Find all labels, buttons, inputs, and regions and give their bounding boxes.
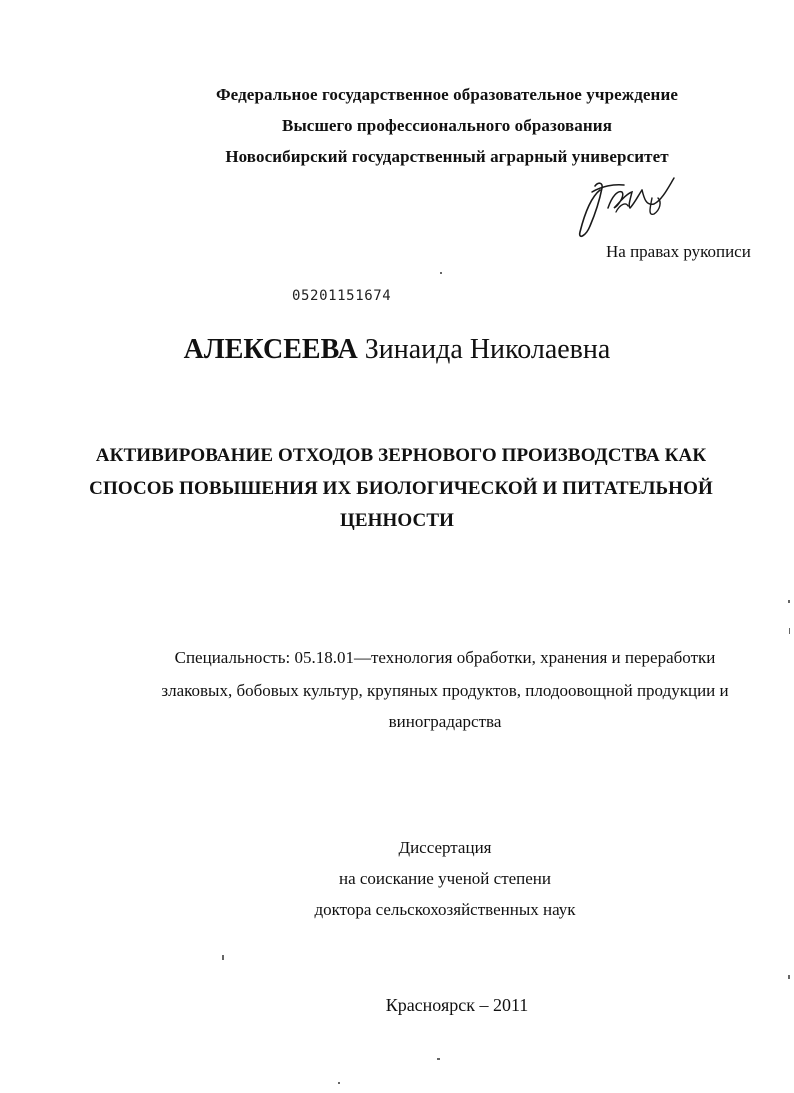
scan-speck — [789, 628, 790, 634]
handwritten-signature — [570, 168, 680, 243]
degree-line-2: на соискание ученой степени — [338, 869, 552, 888]
scan-speck — [437, 1058, 440, 1060]
author-surname: АЛЕКСЕЕВА — [183, 334, 358, 365]
document-id-stamp: 05201151674 — [292, 288, 392, 304]
place-year: Красноярск – 2011 — [385, 995, 529, 1015]
scan-speck — [788, 600, 790, 603]
degree-line-3: доктора сельскохозяйственных наук — [314, 900, 576, 919]
author-name — [0, 334, 794, 366]
institution-line-2: Высшего профессионального образования — [282, 116, 612, 135]
title-line-3: ЦЕННОСТИ — [340, 510, 454, 531]
author-given-names: Зинаида Николаевна — [364, 334, 611, 365]
institution-line-1: Федеральное государственное образовательное учреждение — [215, 85, 678, 104]
scan-speck — [788, 975, 790, 979]
degree-line-1: Диссертация — [398, 838, 492, 857]
specialty-line-2: злаковых, бобовых культур, крупяных продуктов, плодоовощной продукции и — [161, 681, 729, 700]
manuscript-note: На правах рукописи — [606, 242, 751, 261]
institution-line-3: Новосибирский государственный аграрный университет — [225, 147, 669, 166]
specialty-line-1: Специальность: 05.18.01—технология обработки, хранения и переработки — [174, 648, 716, 667]
scan-speck — [222, 955, 224, 960]
scan-speck — [440, 272, 442, 274]
scan-speck — [338, 1082, 340, 1084]
title-line-2: СПОСОБ ПОВЫШЕНИЯ ИХ БИОЛОГИЧЕСКОЙ И ПИТАТЕЛЬНОЙ — [89, 478, 713, 499]
specialty-line-3: виноградарства — [388, 712, 502, 731]
title-line-1: АКТИВИРОВАНИЕ ОТХОДОВ ЗЕРНОВОГО ПРОИЗВОДСТВА КАК — [95, 445, 707, 466]
